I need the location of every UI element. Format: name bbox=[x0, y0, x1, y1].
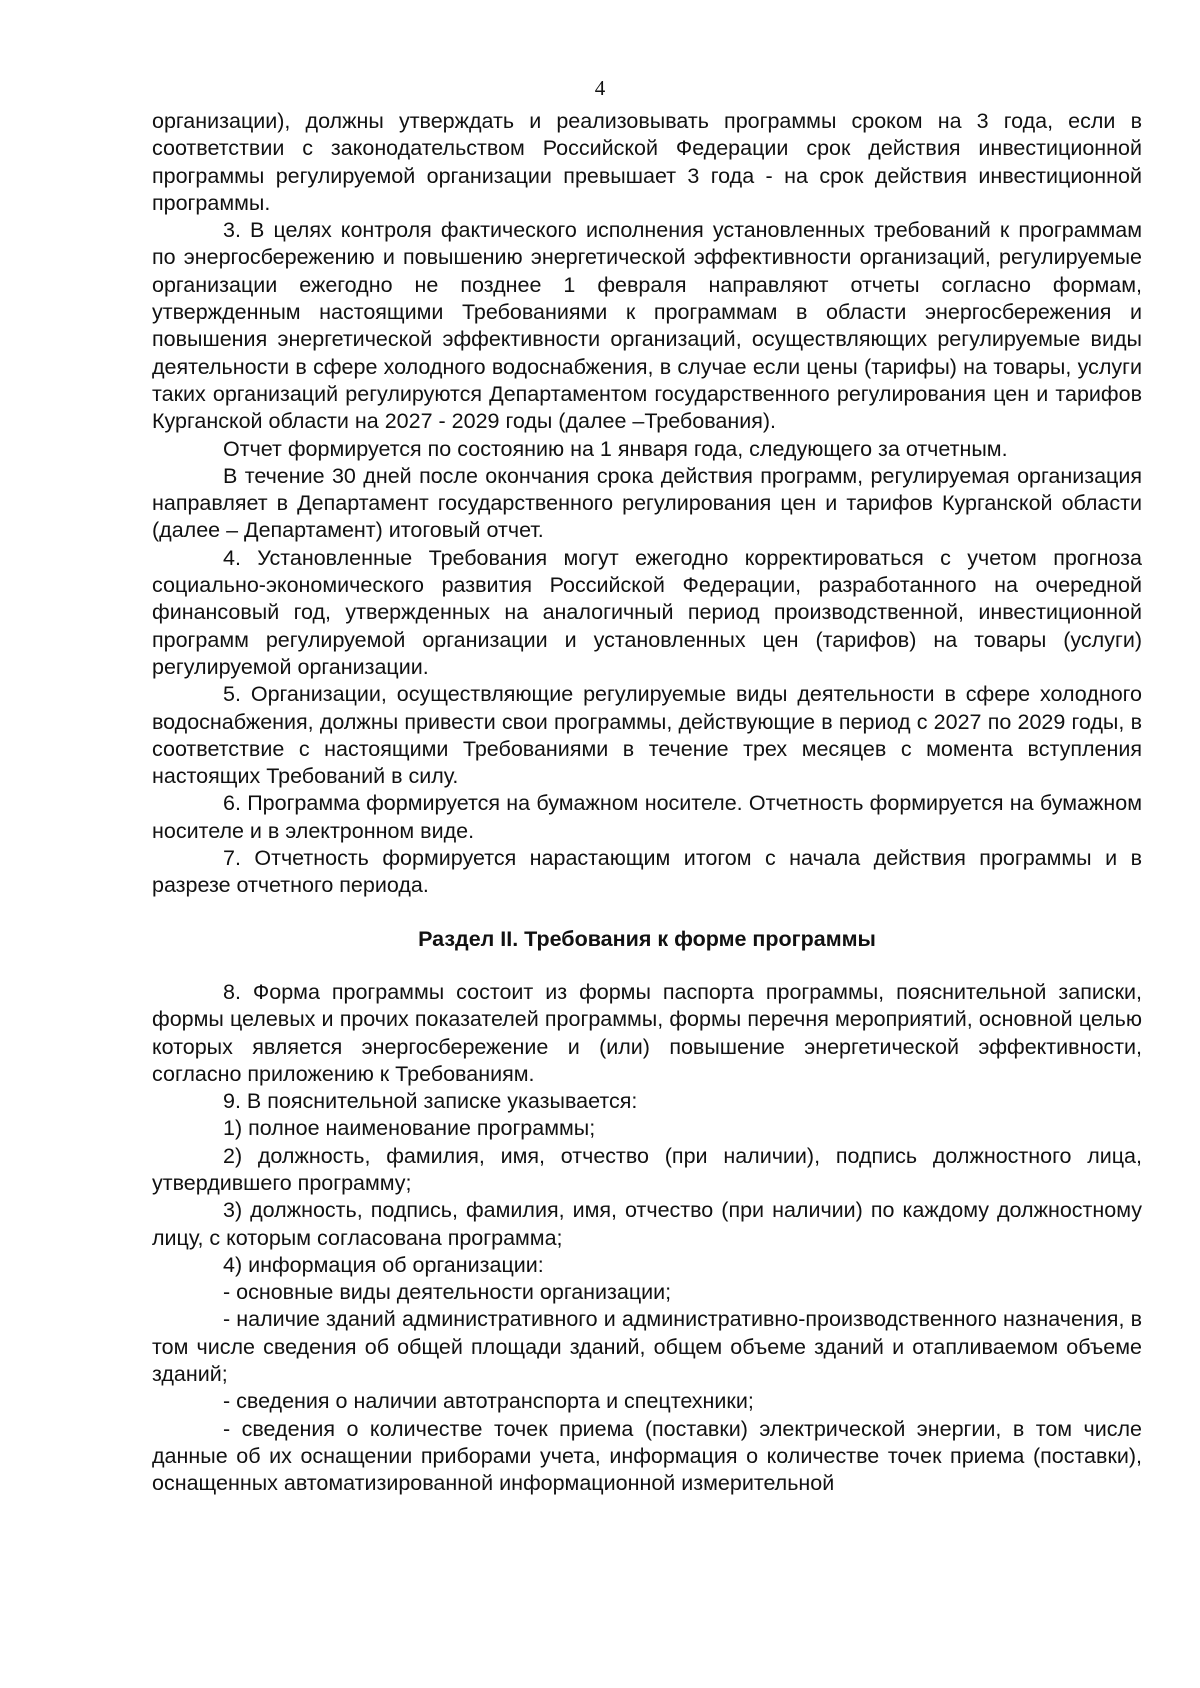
paragraph-item-7: 7. Отчетность формируется нарастающим итогом с начала действия программы и в разрезе отчетного периода. bbox=[152, 846, 1142, 898]
paragraph-item-3: 3. В целях контроля фактического исполнения установленных требований к программам по энергосбережению и повышению энергетической эффективности организаций, регулируемые организации ежегодно не позднее 1 февраля направляют отчеты согласно формам, утвержденным настоящими Требованиями к программам в области энергосбережения и повышения энергетической эффективности организаций, осуществляющих регулируемые виды деятельности в сфере холодного водоснабжения, в случае если цены (тарифы) на товары, услуги таких организаций регулируются Департаментом государственного регулирования цен и тарифов Курганской области на 2027 - 2029 годы (далее –Требования). bbox=[152, 218, 1142, 434]
paragraph-item-4: 4. Установленные Требования могут ежегодно корректироваться с учетом прогноза социально-экономического развития Российской Федерации, разработанного на очередной финансовый год, утвержденных на аналогичный период производственной, инвестиционной программ регулируемой организации и установленных цен (тарифов) на товары (услуги) регулируемой организации. bbox=[152, 545, 1142, 679]
page-number: 4 bbox=[594, 76, 606, 100]
list-subitem-activities: - основные виды деятельности организации; bbox=[223, 1280, 672, 1305]
list-item-4: 4) информация об организации: bbox=[223, 1252, 544, 1277]
document-body bbox=[152, 108, 1142, 1498]
paragraph-final-report: В течение 30 дней после окончания срока действия программ, регулируемая организация направляет в Департамент государственного регулирования цен и тарифов Курганской области (далее – Департамент) итоговый отчет. bbox=[152, 463, 1142, 543]
list-subitem-electricity-points: - сведения о количестве точек приема (поставки) электрической энергии, в том числе данные об их оснащении приборами учета, информация о количестве точек приема (поставки), оснащенных автоматизированной информационной измерительной bbox=[152, 1416, 1142, 1496]
paragraph-item-5: 5. Организации, осуществляющие регулируемые виды деятельности в сфере холодного водоснабжения, должны привести свои программы, действующие в период с 2027 по 2029 годы, в соответствие с настоящими Требованиями в течение трех месяцев с момента вступления настоящих Требований в силу. bbox=[152, 682, 1142, 789]
paragraph-report-state: Отчет формируется по состоянию на 1 января года, следующего за отчетным. bbox=[223, 436, 1008, 461]
paragraph-continuation: организации), должны утверждать и реализовывать программы сроком на 3 года, если в соответствии с законодательством Российской Федерации срок действия инвестиционной программы регулируемой организации превышает 3 года - на срок действия инвестиционной программы. bbox=[152, 109, 1142, 215]
paragraph-item-9: 9. В пояснительной записке указывается: bbox=[223, 1089, 638, 1114]
list-item-3: 3) должность, подпись, фамилия, имя, отчество (при наличии) по каждому должностному лицу, с которым согласована программа; bbox=[152, 1198, 1142, 1250]
list-subitem-buildings: - наличие зданий административного и административно-производственного назначения, в том числе сведения об общей площади зданий, общем объеме зданий и отапливаемом объеме зданий; bbox=[152, 1307, 1142, 1387]
paragraph-item-8: 8. Форма программы состоит из формы паспорта программы, пояснительной записки, формы целевых и прочих показателей программы, формы перечня мероприятий, основной целью которых является энергосбережение и (или) повышение энергетической эффективности, согласно приложению к Требованиям. bbox=[152, 979, 1142, 1086]
paragraph-item-6: 6. Программа формируется на бумажном носителе. Отчетность формируется на бумажном носителе и в электронном виде. bbox=[152, 791, 1142, 843]
list-item-2: 2) должность, фамилия, имя, отчество (при наличии), подпись должностного лица, утвердившего программу; bbox=[152, 1143, 1142, 1195]
list-item-1: 1) полное наименование программы; bbox=[223, 1116, 596, 1141]
list-subitem-vehicles: - сведения о наличии автотранспорта и спецтехники; bbox=[223, 1389, 754, 1414]
section-title: Раздел II. Требования к форме программы bbox=[418, 926, 876, 951]
